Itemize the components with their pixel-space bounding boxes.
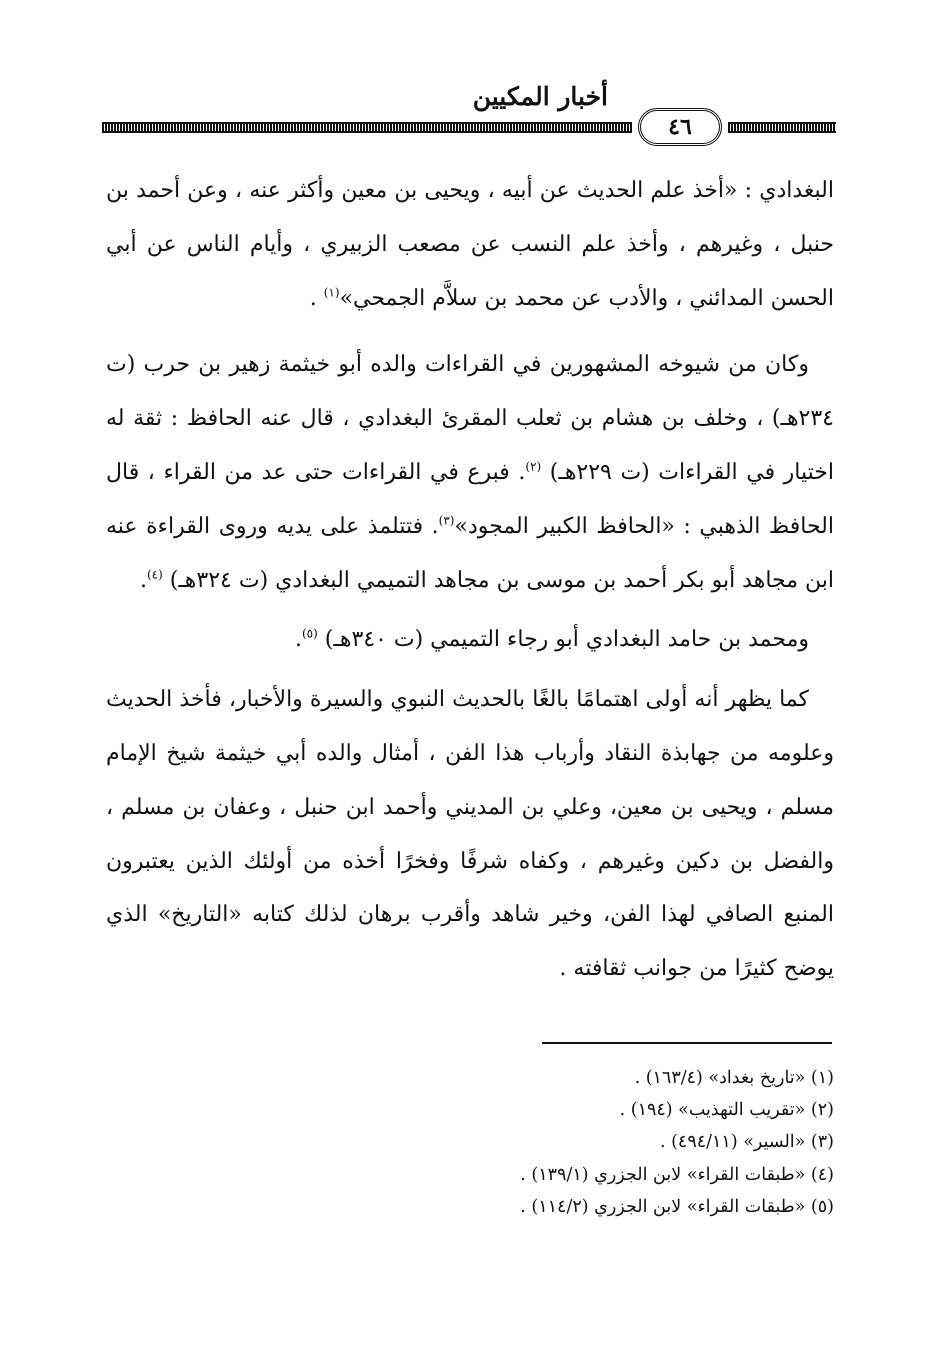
- page-number-badge: [638, 108, 722, 146]
- footnote-5: (٥) «طبقات القراء» لابن الجزري (١١٤/٢) .: [520, 1196, 834, 1217]
- footnote-ref-4: (٤): [146, 567, 163, 582]
- paragraph-3: [106, 613, 834, 667]
- footnote-4: (٤) «طبقات القراء» لابن الجزري (١٣٩/١) .: [520, 1164, 834, 1185]
- footnote-ref-2: (٢): [525, 459, 542, 474]
- header-rule-right: [728, 122, 836, 133]
- paragraph-2-end: .: [139, 567, 147, 593]
- paragraph-1: [106, 164, 834, 325]
- footnote-ref-5: (٥): [301, 627, 318, 642]
- paragraph-1-text: البغدادي : «أخذ علم الحديث عن أبيه ، ويحيى بن معين وأكثر عنه ، وعن أحمد بن حنبل ، وغيرهم ، وأخذ علم النسب عن مصعب الزبيري ، وأيام الناس عن أبي الحسن المدائني ، والأدب عن محمد بن سلاَّم الجمحي»: [106, 178, 834, 311]
- footnote-ref-1: (١): [323, 285, 340, 300]
- page-header: [102, 70, 836, 150]
- paragraph-2-text-a: وكان من شيوخه المشهورين في القراءات والده أبو خيثمة زهير بن حرب (ت ٢٣٤هـ) ، وخلف بن هشام بن ثعلب المقرئ البغدادي ، قال عنه الحافظ : ثقة له اختيار في القراءات (ت ٢٢٩هـ): [106, 352, 834, 485]
- paragraph-3-text: ومحمد بن حامد البغدادي أبو رجاء التميمي (ت ٣٤٠هـ): [317, 627, 809, 653]
- footnote-2: (٢) «تقريب التهذيب» (١٩٤) .: [619, 1100, 834, 1121]
- footnote-3: (٣) «السير» (٤٩٤/١١) .: [659, 1132, 834, 1153]
- paragraph-2-text-c: . فتتلمذ على يديه وروى القراءة عنه ابن مجاهد أبو بكر أحمد بن موسى بن مجاهد التميمي البغدادي (ت ٣٢٤هـ): [106, 513, 834, 593]
- paragraph-4: كما يظهر أنه أولى اهتمامًا بالغًا بالحديث النبوي والسيرة والأخبار، فأخذ الحديث وعلومه من جهابذة النقاد وأرباب هذا الفن ، أمثال والده أبي خيثمة شيخ الإمام مسلم ، ويحيى بن معين، وعلي بن المديني وأحمد ابن حنبل ، وعفان بن مسلم ، والفضل بن دكين وغيرهم ، وكفاه شرفًا وفخرًا أخذه من أولئك الذين يعتبرون المنبع الصافي لهذا الفن، وخير شاهد وأقرب برهان لذلك كتابه «التاريخ» الذي يوضح كثيرًا من جوانب ثقافته .: [106, 687, 835, 982]
- footnote-1: (١) «تاريخ بغداد» (١٦٣/٤) .: [634, 1068, 834, 1088]
- running-title: أخبار المكيين: [472, 82, 608, 111]
- paragraph-3-end: .: [294, 627, 302, 653]
- paragraph-1-end: .: [309, 285, 324, 311]
- paragraph-2-text-b: . فبرع في القراءات حتى عد من القراء ، قال الحافظ الذهبي : «الحافظ الكبير المجود»: [106, 459, 834, 539]
- footnote-separator: [542, 1042, 832, 1044]
- header-rule-left: [102, 122, 632, 133]
- footnote-ref-3: (٣): [438, 513, 455, 528]
- main-text: [106, 164, 834, 996]
- footnotes: [106, 1062, 834, 1223]
- page-number: ٤٦: [668, 114, 692, 140]
- paragraph-2: [106, 338, 834, 607]
